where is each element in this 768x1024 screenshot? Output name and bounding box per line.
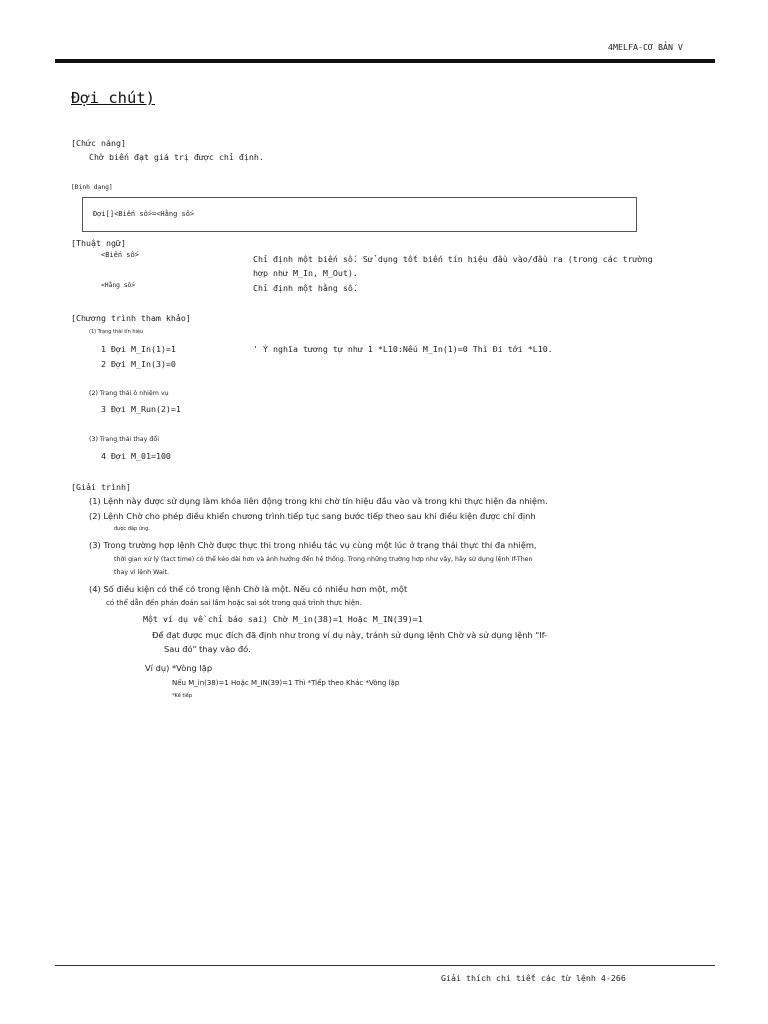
explanation-p3-line3: thay vì lệnh Wait. [114, 569, 170, 576]
term-variable: <Biến số> [101, 251, 139, 259]
code-comment: ' Ý nghĩa tương tự như 1 *L10:Nếu M_In(1)=0 Thì Đi tới *L10. [253, 344, 553, 354]
explanation-p4-line1: (4) Số điều kiện có thể có trong lệnh Chờ là một. Nếu có nhiều hơn một, một [89, 584, 408, 594]
explanation-p2-line1: (2) Lệnh Chờ cho phép điều khiển chương trình tiếp tục sang bước tiếp theo sau khi điều kiện được chỉ định [89, 511, 536, 521]
code-line: 1 Đợi M_In(1)=1 [101, 344, 176, 354]
advice-line2: Sau đó" thay vào đó. [164, 644, 251, 654]
page-title: Đợi chút) [71, 89, 155, 107]
format-syntax: Đợi[]<Biến số>=<Hằng số> [93, 210, 195, 218]
example-next: *Kế tiếp [172, 693, 193, 699]
code-line: 4 Đợi M_01=100 [101, 451, 171, 461]
explanation-p2-line2: được đáp ứng. [114, 526, 150, 532]
explanation-p3-line2: thời gian xử lý (tact time) có thể kéo dài hơn và ảnh hưởng đến hệ thống. Trong những trường hợp như vậy, hãy sử dụng lệnh If-Then [114, 556, 533, 563]
term-variable-desc-line1: Chỉ định một biến số. Sử dụng tốt biến tín hiệu đầu vào/đầu ra (trong các trường [253, 254, 653, 264]
term-variable-desc-line2: hợp như M_In, M_Out). [253, 268, 358, 278]
advice-line1: Để đạt được mục đích đã định như trong ví dụ này, tránh sử dụng lệnh Chờ và sử dụng lệnh "If- [152, 630, 548, 640]
terms-heading: [Thuật ngữ] [71, 238, 126, 248]
function-heading: [Chức năng] [71, 138, 126, 148]
footer-rule [55, 965, 715, 966]
running-header: 4MELFA-CƠ BẢN V [608, 42, 683, 52]
reference-group-label: (3) Trạng thái thay đổi [89, 436, 159, 443]
header-rule [55, 59, 715, 63]
term-constant: <Hằng số> [101, 282, 136, 289]
explanation-p1: (1) Lệnh này được sử dụng làm khóa liên động trong khi chờ tín hiệu đầu vào và trong khi thực hiện đa nhiệm. [89, 496, 548, 506]
code-line: 3 Đợi M_Run(2)=1 [101, 404, 181, 414]
format-heading: [Định dạng] [71, 184, 113, 191]
explanation-heading: [Giải trình] [71, 482, 131, 492]
example-code: Nếu M_in(38)=1 Hoặc M_IN(39)=1 Thì *Tiếp theo Khác *Vòng lặp [172, 679, 400, 687]
code-line: 2 Đợi M_In(3)=0 [101, 359, 176, 369]
reference-group-label: (1) Trạng thái tín hiệu [89, 329, 144, 335]
explanation-p3-line1: (3) Trong trường hợp lệnh Chờ được thực thi trong nhiều tác vụ cùng một lúc ở trạng thái thực thi đa nhiệm, [89, 540, 537, 550]
function-text: Chờ biến đạt giá trị được chỉ định. [89, 152, 264, 162]
term-constant-desc: Chỉ định một hằng số. [253, 283, 358, 293]
example-label: Ví dụ) *Vòng lặp [145, 663, 213, 673]
reference-group-label: (2) Trạng thái ô nhiệm vụ [89, 390, 169, 397]
page-footer: Giải thích chi tiết các từ lệnh 4-266 [441, 973, 626, 983]
bad-example: Một ví dụ về chỉ báo sai) Chờ M_in(38)=1 Hoặc M_IN(39)=1 [143, 614, 423, 624]
explanation-p4-line2: có thể dẫn đến phán đoán sai lầm hoặc sai sót trong quá trình thực hiện. [106, 599, 362, 607]
reference-heading: [Chương trình tham khảo] [71, 313, 191, 323]
